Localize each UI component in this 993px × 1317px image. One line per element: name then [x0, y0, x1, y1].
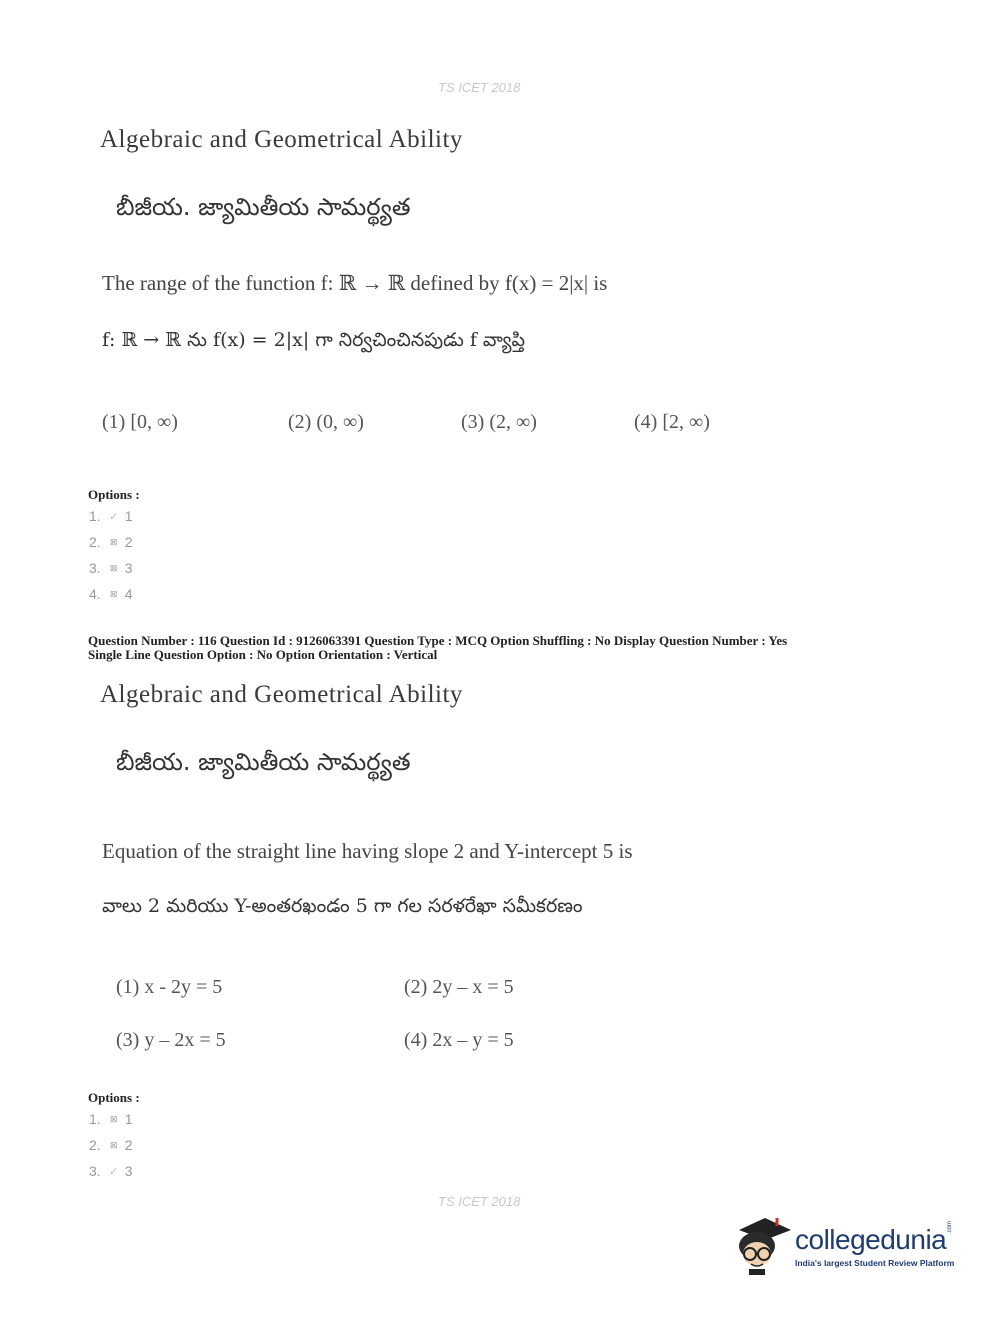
option-number: 2. — [89, 534, 101, 550]
option-row — [89, 586, 132, 602]
option-row — [89, 1111, 132, 1127]
choice-2: (2) 2y – x = 5 — [404, 976, 514, 998]
question-text-telugu: f: ℝ → ℝ ను f(x) = 2|x| గా నిర్వచించినపుడు f వ్యాప్తి — [102, 329, 526, 351]
option-row — [89, 508, 132, 524]
option-row — [89, 1137, 132, 1153]
header-watermark: TS ICET 2018 — [438, 80, 521, 95]
choice-1: (1) x - 2y = 5 — [116, 976, 223, 998]
options-heading: Options : — [88, 1090, 140, 1105]
choice-3: (3) (2, ∞) — [461, 411, 537, 433]
choice-4: (4) [2, ∞) — [634, 411, 710, 433]
options-heading: Options : — [88, 487, 140, 502]
cross-icon: ⊠ — [109, 562, 118, 573]
choice-4: (4) 2x – y = 5 — [404, 1029, 514, 1051]
option-label: 4 — [124, 586, 133, 602]
option-label: 3 — [124, 560, 133, 576]
option-label: 1 — [124, 1111, 133, 1127]
check-icon: ✓ — [109, 1165, 119, 1178]
cross-icon: ⊠ — [109, 1113, 118, 1124]
footer-watermark: TS ICET 2018 — [438, 1194, 521, 1209]
option-label: 2 — [124, 534, 133, 550]
choice-2: (2) (0, ∞) — [288, 411, 364, 433]
option-number: 1. — [89, 1111, 101, 1127]
section-title-telugu: బీజీయ. జ్యామితీయ సామర్థ్యత — [116, 748, 411, 776]
logo-wordmark: collegedunia — [795, 1224, 947, 1255]
cross-icon: ⊠ — [109, 536, 118, 547]
option-row — [89, 534, 132, 550]
cross-icon: ⊠ — [109, 1139, 118, 1150]
option-number: 3. — [89, 1163, 101, 1179]
choice-1: (1) [0, ∞) — [102, 411, 178, 433]
section-title-telugu: బీజీయ. జ్యామితీయ సామర్థ్యత — [116, 193, 411, 221]
logo-domain: .com — [947, 1220, 953, 1234]
option-number: 4. — [89, 586, 101, 602]
option-label: 3 — [124, 1163, 133, 1179]
option-number: 3. — [89, 560, 101, 576]
option-label: 1 — [124, 508, 133, 524]
mascot-icon — [735, 1212, 795, 1282]
option-number: 2. — [89, 1137, 101, 1153]
collegedunia-logo — [735, 1212, 965, 1282]
option-number: 1. — [89, 508, 101, 524]
question-text-telugu: వాలు 2 మరియు Y-అంతరఖండం 5 గా గల సరళరేఖా సమీకరణం — [102, 895, 583, 917]
question-text: Equation of the straight line having slope 2 and Y-intercept 5 is — [102, 839, 633, 863]
section-title: Algebraic and Geometrical Ability — [100, 126, 463, 153]
check-icon: ✓ — [109, 510, 119, 523]
cross-icon: ⊠ — [109, 588, 118, 599]
question-text: The range of the function f: ℝ → ℝ defined by f(x) = 2|x| is — [102, 271, 608, 295]
logo-tagline: India's largest Student Review Platform — [795, 1258, 955, 1268]
section-title: Algebraic and Geometrical Ability — [100, 681, 463, 708]
option-label: 2 — [124, 1137, 133, 1153]
option-row — [89, 1163, 132, 1179]
question-meta-line-2: Single Line Question Option : No Option Orientation : Vertical — [88, 647, 438, 662]
option-row — [89, 560, 132, 576]
choice-3: (3) y – 2x = 5 — [116, 1029, 226, 1051]
question-meta-line-1: Question Number : 116 Question Id : 9126063391 Question Type : MCQ Option Shuffling : No Display Question Number : Yes — [88, 633, 788, 648]
